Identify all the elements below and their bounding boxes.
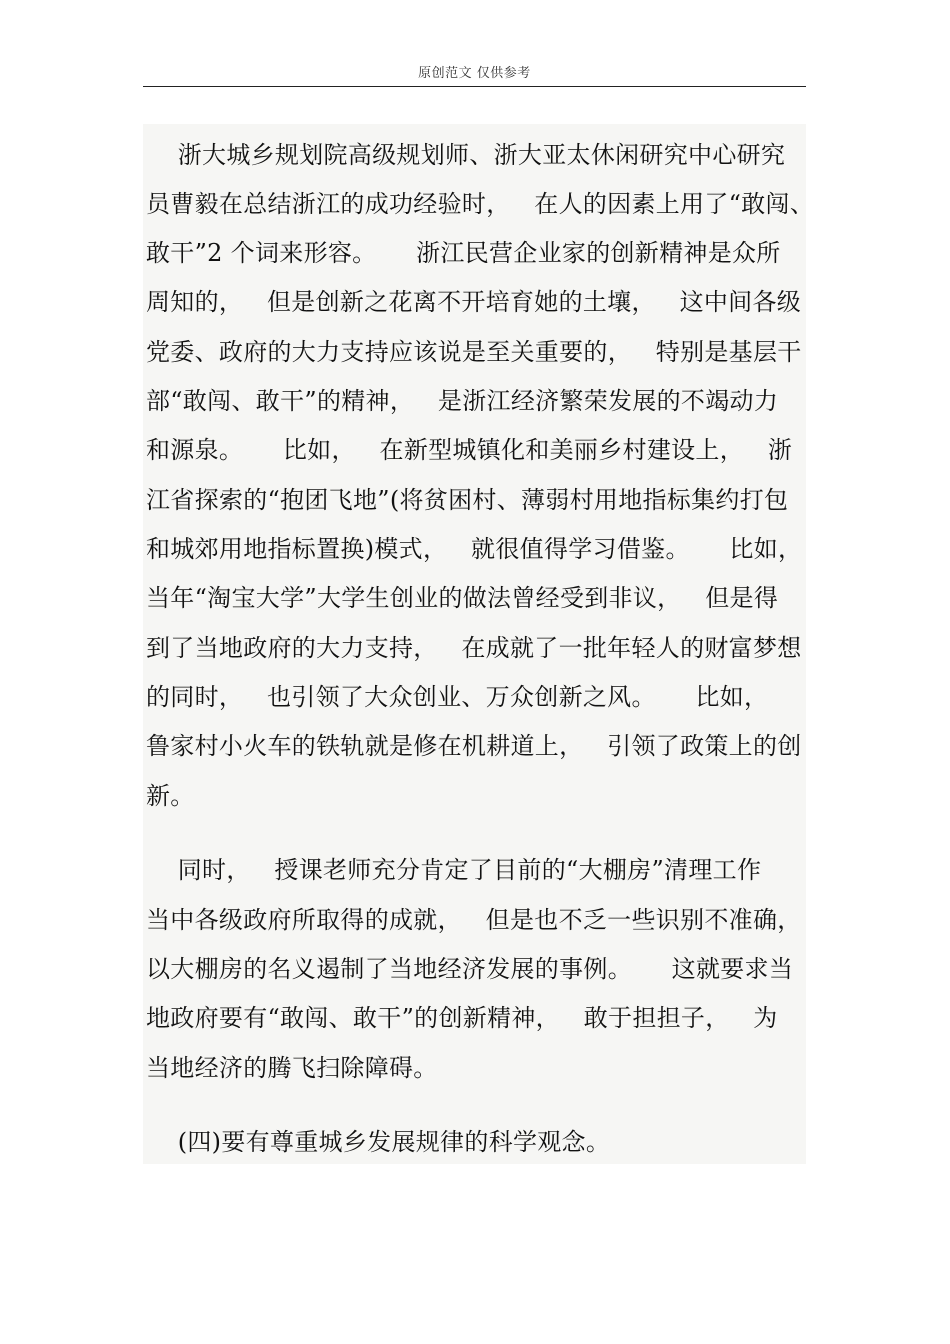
text-line: 新。: [146, 782, 195, 810]
text-line: 部“敢闯、敢干”的精神， 是浙江经济繁荣发展的不竭动力: [146, 387, 779, 415]
text-line: 当中各级政府所取得的成就， 但是也不乏一些识别不准确，: [146, 906, 802, 934]
text-line: 鲁家村小火车的铁轨就是修在机耕道上， 引领了政策上的创: [146, 732, 802, 760]
text-line: 党委、政府的大力支持应该说是至关重要的， 特别是基层干: [146, 338, 802, 366]
document-body: [143, 124, 815, 1164]
text-line: 当地经济的腾飞扫除障碍。: [146, 1054, 438, 1082]
text-line: 江省探索的“抱团飞地”(将贫困村、薄弱村用地指标集约打包: [146, 486, 789, 514]
text-line: 员曹毅在总结浙江的成功经验时， 在人的因素上用了“敢闯、: [146, 190, 815, 218]
page-header: [143, 62, 806, 87]
text-line: 浙大城乡规划院高级规划师、浙大亚太休闲研究中心研究: [146, 141, 786, 169]
text-line: 周知的， 但是创新之花离不开培育她的土壤， 这中间各级: [146, 288, 802, 316]
text-line: 到了当地政府的大力支持， 在成就了一批年轻人的财富梦想: [146, 634, 802, 662]
text-line: 地政府要有“敢闯、敢干”的创新精神， 敢于担担子， 为: [146, 1004, 778, 1032]
text-line: 的同时， 也引领了大众创业、万众创新之风。 比如，: [146, 683, 769, 711]
text-line: 和源泉。 比如， 在新型城镇化和美丽乡村建设上， 浙: [146, 436, 793, 464]
text-line: 当年“淘宝大学”大学生创业的做法曾经受到非议， 但是得: [146, 584, 779, 612]
header-text: 原创范文 仅供参考: [418, 66, 531, 81]
text-line: 敢干”2 个词来形容。 浙江民营企业家的创新精神是众所: [146, 239, 781, 267]
text-line: 以大棚房的名义遏制了当地经济发展的事例。 这就要求当: [146, 955, 794, 983]
section-heading: (四)要有尊重城乡发展规律的科学观念。: [146, 1128, 611, 1156]
text-line: 和城郊用地指标置换)模式， 就很值得学习借鉴。 比如，: [146, 535, 803, 563]
text-line: 同时， 授课老师充分肯定了目前的“大棚房”清理工作: [146, 856, 762, 884]
